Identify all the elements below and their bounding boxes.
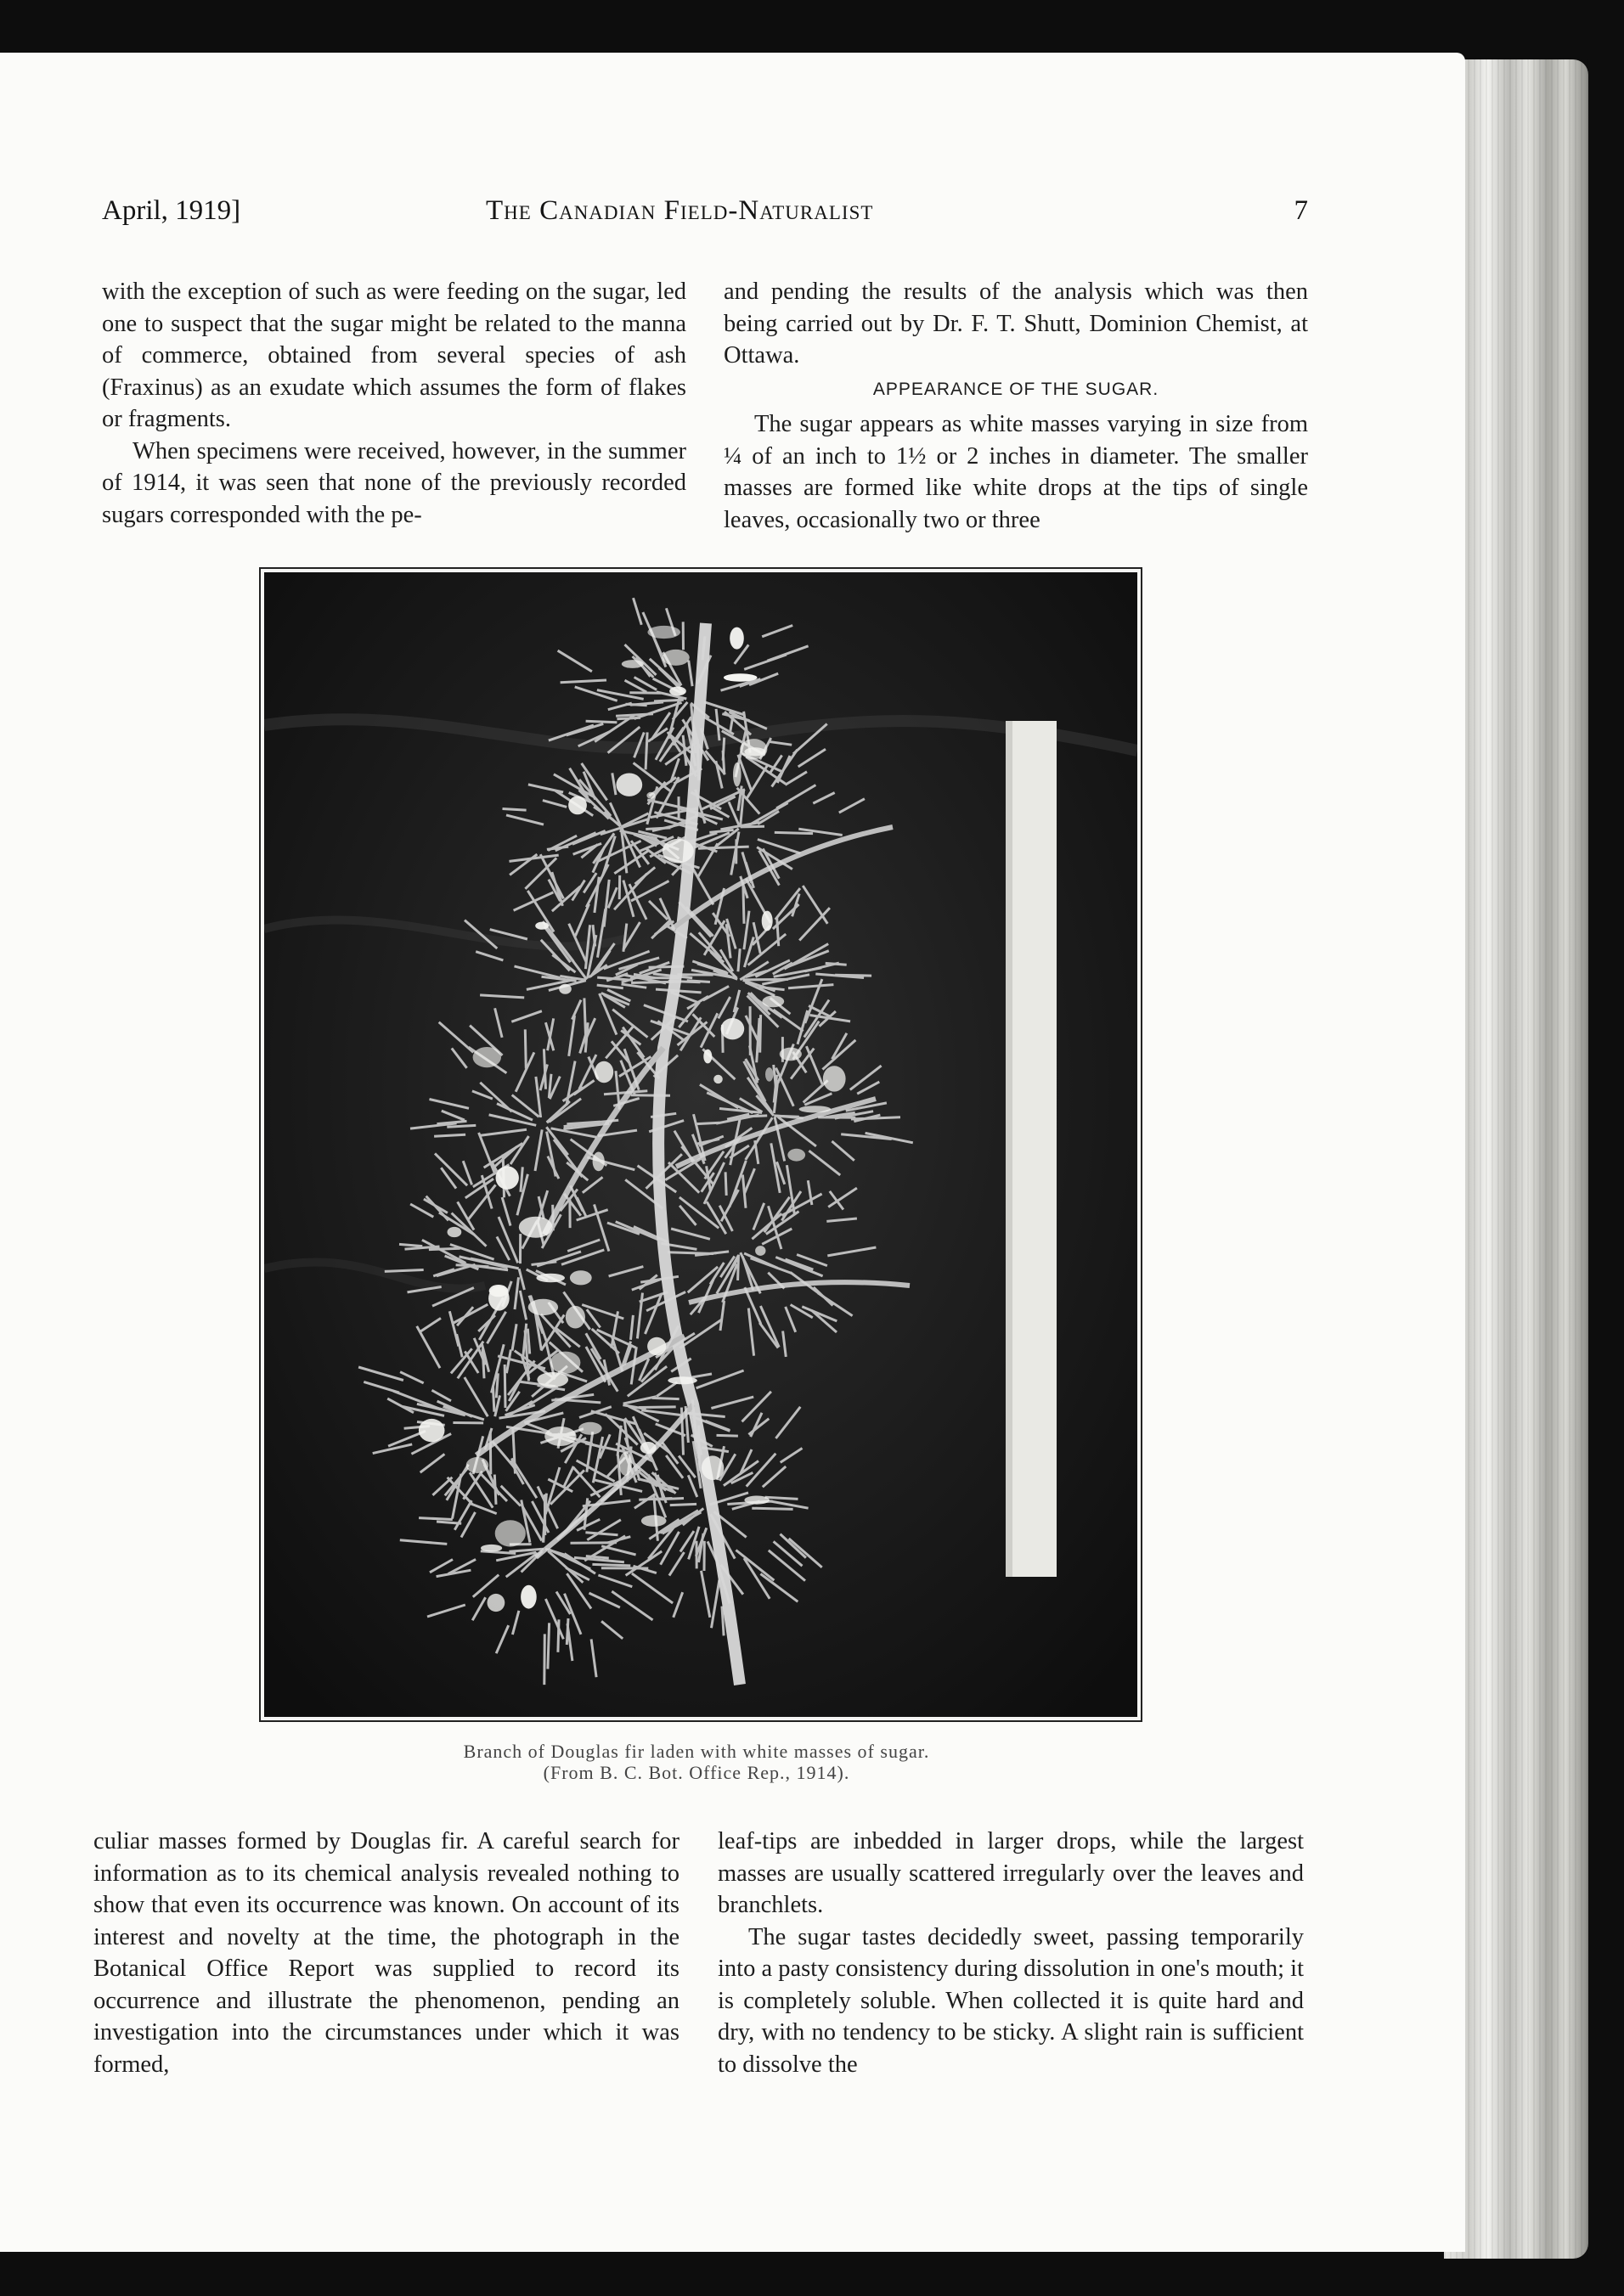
sugar-mass	[448, 1227, 462, 1237]
sugar-mass	[724, 673, 758, 682]
fir-needle	[385, 1270, 424, 1272]
fir-needle	[503, 809, 527, 811]
fir-needle	[741, 826, 764, 827]
sugar-mass	[740, 739, 767, 759]
sugar-mass	[762, 996, 784, 1008]
sugar-mass	[787, 1149, 805, 1162]
sugar-mass	[765, 1067, 773, 1082]
sugar-mass	[593, 1152, 605, 1172]
bottom-left-column	[93, 1826, 679, 2080]
sugar-mass	[744, 1496, 769, 1505]
sugar-mass	[495, 1520, 526, 1546]
fir-needle	[835, 975, 871, 976]
paragraph: The sugar tastes decidedly sweet, passing temporarily into a pasty consistency during dissolution in one's mouth; it is completely soluble. When collected it is quite hard and dry, with no tendency to be sticky. A slight rain is sufficient to dissolve the	[718, 1923, 1304, 2078]
paragraph: and pending the results of the analysis which was then being carried out by Dr. F. T. Shutt, Dominion Chemist, at Ottawa.	[724, 279, 1308, 369]
sugar-mass	[570, 1270, 592, 1285]
sugar-mass	[823, 1066, 846, 1091]
sugar-mass	[762, 911, 773, 931]
fir-needle	[723, 738, 725, 761]
header-journal-title: The Canadian Field-Naturalist	[486, 195, 874, 226]
sugar-mass	[663, 650, 690, 666]
sugar-mass	[419, 1419, 445, 1442]
figure-photograph	[261, 569, 1141, 1720]
sugar-mass	[578, 1422, 601, 1435]
sugar-mass	[641, 1515, 667, 1527]
fir-needle	[743, 882, 744, 924]
sugar-mass	[537, 1372, 568, 1387]
fir-needle	[725, 1172, 726, 1196]
bottom-right-column	[718, 1826, 1304, 2080]
top-left-column	[102, 276, 686, 531]
sugar-mass	[619, 1452, 632, 1476]
fir-needle	[544, 1049, 545, 1089]
sugar-mass	[473, 1047, 501, 1067]
running-header	[102, 195, 1308, 238]
header-date: April, 1919]	[102, 195, 241, 226]
sugar-mass	[668, 1376, 697, 1384]
fir-needle	[544, 1494, 545, 1535]
fir-needle	[419, 1518, 453, 1520]
sugar-mass	[733, 763, 742, 787]
sugar-mass	[566, 1306, 585, 1329]
sugar-mass	[622, 660, 644, 668]
fir-needle	[681, 1408, 683, 1455]
sugar-mass	[519, 1217, 553, 1238]
fir-needle	[456, 1265, 489, 1267]
paragraph: with the exception of such as were feeding on the sugar, led one to suspect that the sugar might be related to the manna of commerce, obtained from several species of ash (Fraxinus) as an exudate which assumes the form of flakes or fragments.	[102, 279, 686, 432]
fir-needle	[429, 1248, 460, 1249]
fir-needle	[742, 1116, 768, 1117]
fir-needle	[525, 1029, 526, 1068]
paragraph: culiar masses formed by Douglas fir. A careful search for information as to its chemical analysis revealed nothing to show that even its occurrence was known. On account of its interest and novelty at the time, the photograph in the Botanical Office Report was supplied to record its occurrence and illustrate the phenomenon, pending an investigation into the circumstances under which it was formed,	[93, 1828, 679, 2078]
fir-needle	[670, 1504, 696, 1505]
sugar-mass	[496, 1166, 519, 1190]
sugar-mass	[528, 1299, 558, 1315]
sugar-mass	[730, 627, 744, 650]
fir-needle	[586, 721, 617, 723]
sugar-mass	[702, 1455, 724, 1480]
sugar-mass	[544, 1427, 576, 1446]
sugar-mass	[780, 1048, 802, 1061]
book-page-edges	[1444, 59, 1588, 2259]
sugar-mass	[647, 626, 680, 639]
fir-needle	[548, 1623, 550, 1669]
sugar-mass	[713, 1075, 723, 1083]
fir-needle	[447, 1125, 476, 1127]
fir-needle	[592, 1564, 630, 1566]
sugar-mass	[568, 796, 587, 815]
sugar-mass	[481, 1545, 502, 1552]
caption-line: (From B. C. Bot. Office Rep., 1914).	[543, 1762, 850, 1783]
sugar-mass	[640, 1442, 657, 1454]
fir-needle	[490, 1432, 491, 1475]
sugar-mass	[721, 1018, 745, 1039]
fir-needle	[544, 1634, 545, 1685]
paragraph: leaf-tips are inbedded in larger drops, while the largest masses are usually scattered irregularly over the leaves and branchlets.	[718, 1828, 1304, 1918]
figure-caption	[255, 1741, 1138, 1783]
fir-needle	[695, 1123, 719, 1124]
fir-needle	[722, 1607, 724, 1636]
top-right-column	[724, 276, 1308, 536]
sugar-mass	[488, 1594, 505, 1612]
sugar-mass	[663, 839, 694, 864]
fir-needle	[668, 1252, 713, 1254]
fir-needle	[434, 1134, 465, 1136]
sugar-mass	[595, 1061, 613, 1083]
sugar-mass	[559, 984, 572, 994]
sugar-mass	[755, 1246, 765, 1256]
paragraph: The sugar appears as white masses varying in size from ¼ of an inch to 1½ or 2 inches in diameter. The smaller masses are formed like white drops at the tips of single leaves, occasionally two or three	[724, 411, 1308, 533]
section-heading: APPEARANCE OF THE SUGAR.	[872, 379, 1159, 399]
fir-needle	[639, 1407, 676, 1408]
fir-needle	[760, 1015, 761, 1053]
sugar-mass	[466, 1457, 489, 1473]
header-page-number: 7	[1294, 195, 1308, 226]
fir-needle	[765, 1497, 798, 1499]
sugar-mass	[646, 792, 655, 799]
sugar-mass	[616, 774, 642, 796]
fir-needle	[619, 875, 620, 899]
sugar-mass	[669, 687, 686, 696]
fir-needle	[631, 1095, 670, 1096]
sugar-mass	[535, 922, 549, 930]
fir-needle	[629, 693, 661, 694]
fir-needle	[646, 732, 647, 769]
fir-needle	[646, 828, 670, 830]
sugar-mass	[521, 1585, 537, 1609]
sugar-mass	[536, 1274, 565, 1283]
douglas-fir-branch-photo	[264, 572, 1137, 1717]
sugar-mass	[647, 1337, 666, 1355]
fir-needle	[775, 832, 813, 833]
sugar-mass	[703, 1050, 712, 1064]
sugar-mass	[799, 1106, 832, 1112]
sugar-mass	[488, 1286, 510, 1311]
caption-line: Branch of Douglas fir laden with white masses of sugar.	[463, 1741, 930, 1762]
paragraph: When specimens were received, however, in the summer of 1914, it was seen that none of the previously recorded sugars corresponded with the pe-	[102, 437, 686, 528]
fir-needle	[558, 1619, 559, 1652]
fir-needle	[717, 1435, 738, 1436]
sugar-mass	[550, 1352, 580, 1374]
fir-needle	[639, 1499, 672, 1500]
fir-needle	[743, 979, 788, 980]
fir-needle	[752, 1508, 792, 1509]
